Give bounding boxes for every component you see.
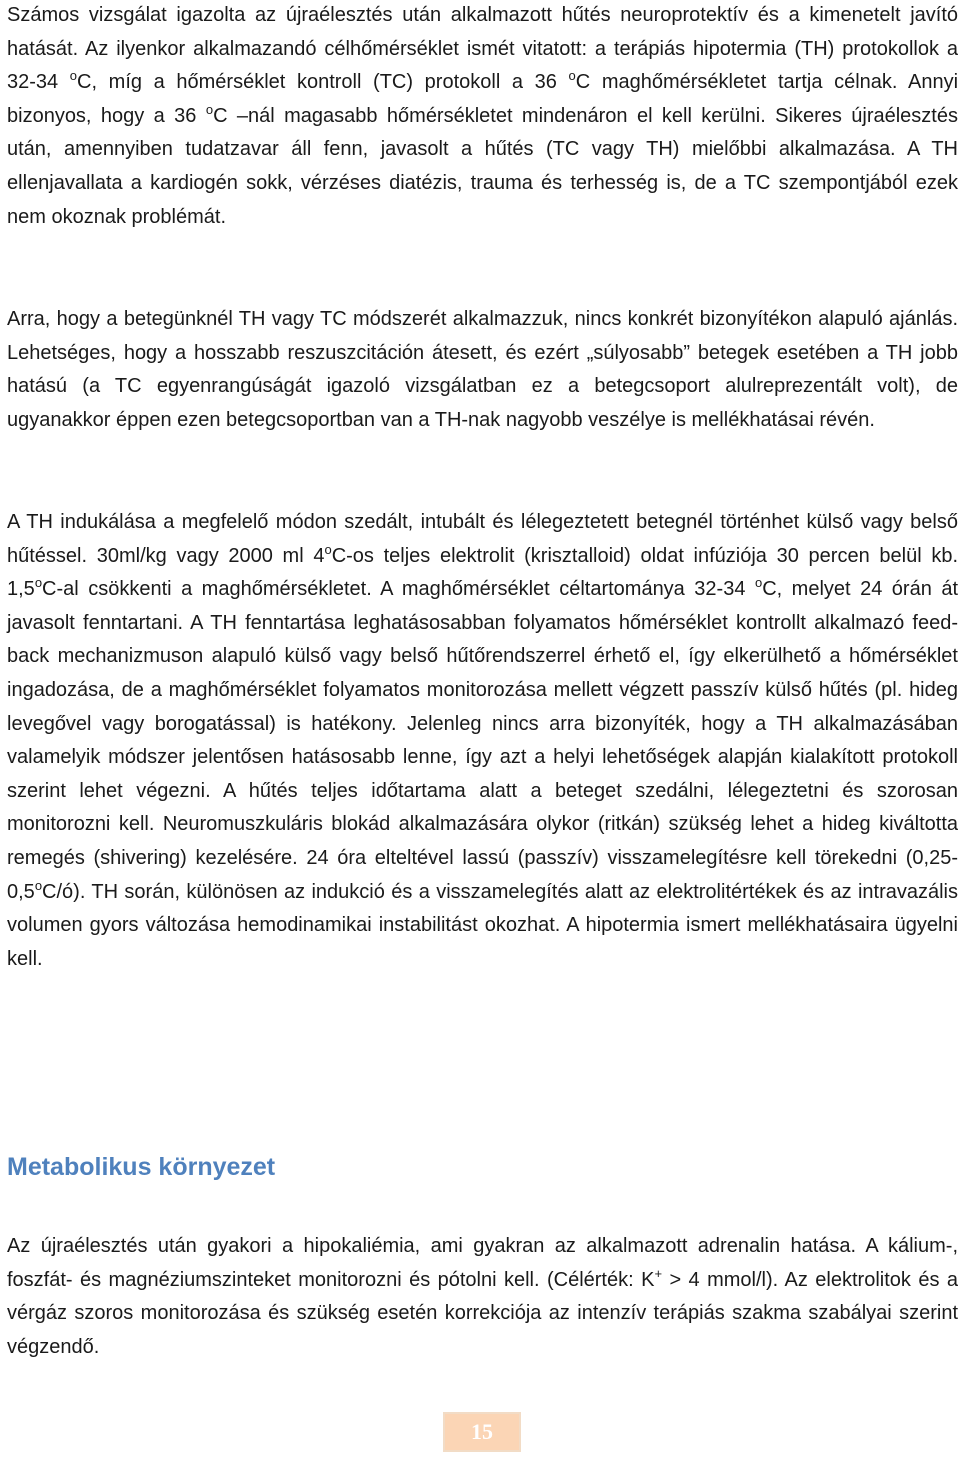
page-number-box (443, 1412, 521, 1452)
degree-mark: o (568, 68, 576, 84)
text-segment: C, melyet 24 órán át javasolt fenntartani. A TH fenntartása leghatásosabban folyamatos hőmérséklet kontrollt alkalmazó feed-back mechanizmuson alapuló külső vagy belső hűtőrendszerrel érhető el, így elkerülhető a hőmérséklet ingadozása, de a maghőmérséklet folyamatos monitorozása mellett végzett passzív külső hűtés (pl. hideg levegővel vagy borogatással) is hatékony. Jelenleg nincs arra bizonyíték, hogy a TH alkalmazásában valamelyik módszer jelentősen hatásosabb lenne, így azt a helyi lehetőségek alapján kialakított protokoll szerint lehet végezni. A hűtés teljes időtartama alatt a beteget szedálni, lélegeztetni és szorosan monitorozni kell. Neuromuszkuláris blokád alkalmazására olykor (ritkán) szükség lehet a hideg kiváltotta remegés (shivering) kezelésére. 24 óra elteltével lassú (passzív) visszamelegítésre kell törekedni (0,25-0,5 (7, 578, 959, 903)
text-segment: C-os teljes elektrolit (krisztalloid) oldat infúziója 30 percen belül kb. 1,5 (7, 544, 958, 601)
text-segment: C, míg a hőmérséklet kontroll (TC) protokoll a 36 (77, 71, 569, 94)
plus-superscript: + (654, 1265, 663, 1281)
text-segment: C maghőmérsékletet tartja célnak. Annyi bizonyos, hogy a 36 (7, 71, 959, 127)
paragraph-cooling-neuroprotection (7, 0, 958, 234)
text-segment: > 4 mmol/l). Az elektrolitok és a vérgáz szoros monitorozása és szükség esetén korrekciója az intenzív terápiás szakma szabályai szerint végzendő. (7, 1268, 958, 1358)
degree-mark: o (34, 575, 43, 591)
paragraph-th-induction (7, 506, 958, 976)
page-number: 15 (471, 1419, 493, 1444)
text-segment: C/ó). TH során, különösen az indukció és a visszamelegítés alatt az elektrolitértékek és az intravazális volumen gyors változása hemodinamikai instabilitást okozhat. A hipotermia ismert mellékhatásaira ügyelni kell. (7, 880, 958, 970)
degree-mark: o (324, 541, 332, 557)
paragraph-th-vs-tc: Arra, hogy a betegünknél TH vagy TC módszerét alkalmazzuk, nincs konkrét bizonyítékon alapuló ajánlás. Lehetséges, hogy a hosszabb reszuszcitáción átesett, és ezért „súlyosabb” betegek esetében a TH jobb hatású (a TC egyenrangúságát igazoló vizsgálatban ez a betegcsoport alulreprezentált volt), de ugyanakkor éppen ezen betegcsoportban van a TH-nak nagyobb veszélye is mellékhatásai révén. (7, 308, 958, 431)
degree-mark: o (69, 68, 78, 84)
degree-mark: o (34, 877, 43, 893)
degree-mark: o (205, 101, 214, 117)
degree-mark: o (754, 575, 763, 591)
text-segment: A TH indukálása a megfelelő módon szedált, intubált és lélegeztetett betegnél történhet külső vagy belső hűtéssel. 30ml/kg vagy 2000 ml 4 (7, 511, 958, 567)
section-heading: Metabolikus környezet (7, 1153, 276, 1181)
text-segment: Az újraélesztés után gyakori a hipokaliémia, ami gyakran az alkalmazott adrenalin hatása. A kálium-, foszfát- és magnéziumszinteket monitorozni és pótolni kell. (Célérték: K (7, 1235, 958, 1291)
text-segment: Számos vizsgálat igazolta az újraélesztés után alkalmazott hűtés neuroprotektív és a kimenetelt javító hatását. Az ilyenkor alkalmazandó célhőmérséklet ismét vitatott: a terápiás hipotermia (TH) protokollok a 32-34 (7, 4, 958, 94)
text-segment: C –nál magasabb hőmérsékletet mindenáron el kell kerülni. Sikeres újraélesztés után, amennyiben tudatzavar áll fenn, javasolt a hűtés (TC vagy TH) mielőbbi alkalmazása. A TH ellenjavallata a kardiogén sokk, vérzéses diatézis, trauma és terhesség is, de a TC szempontjából ezek nem okoznak problémát. (7, 104, 958, 228)
text-segment: C-al csökkenti a maghőmérsékletet. A maghőmérséklet céltartománya 32-34 (42, 578, 755, 601)
paragraph-metabolic-environment (7, 1230, 958, 1364)
